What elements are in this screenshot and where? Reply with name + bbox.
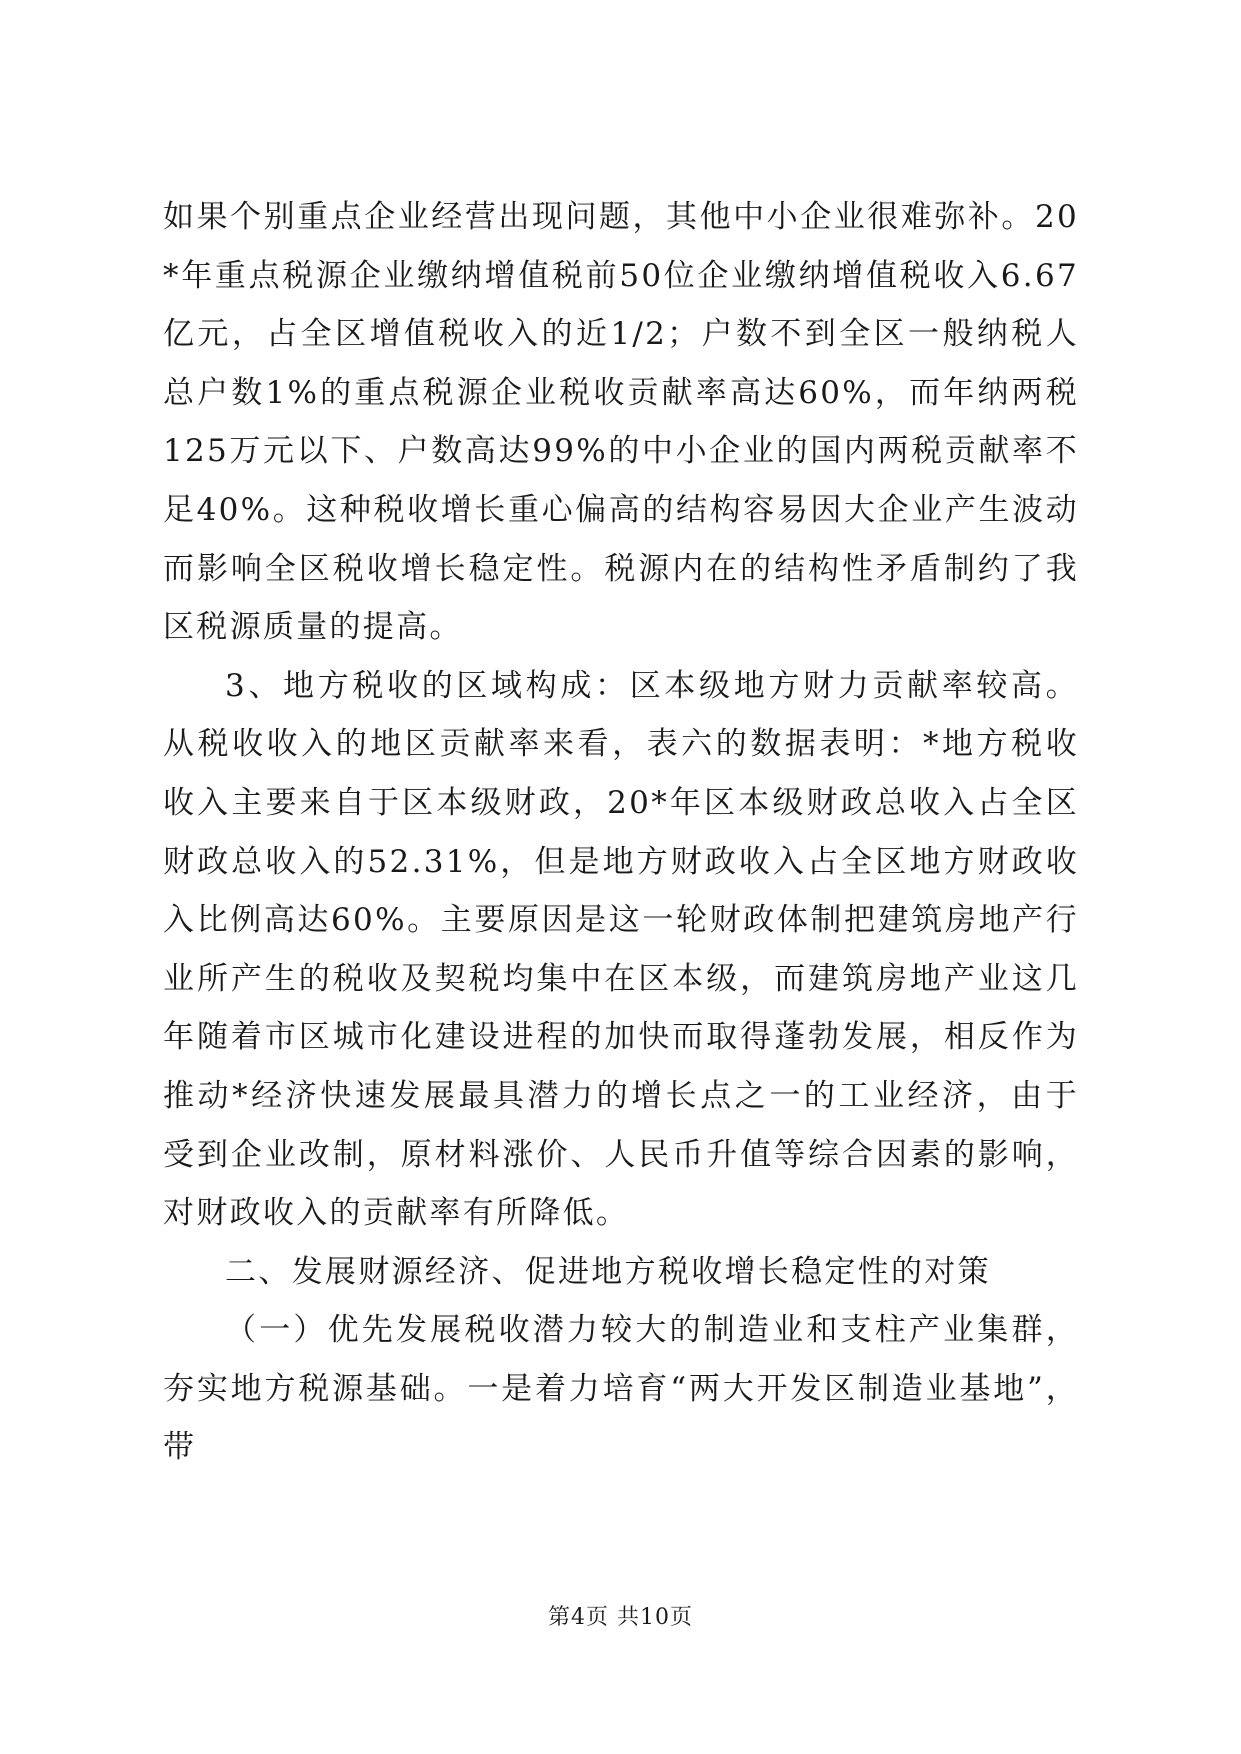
document-body — [163, 188, 1079, 1477]
paragraph-manufacturing-priority: （一）优先发展税收潜力较大的制造业和支柱产业集群，夯实地方税源基础。一是着力培育“两大开发区制造业基地”，带 — [163, 1312, 1079, 1466]
page-number-footer: 第4页 共10页 — [548, 1605, 693, 1630]
paragraph-tax-concentration: 如果个别重点企业经营出现问题，其他中小企业很难弥补。20*年重点税源企业缴纳增值税前50位企业缴纳增值税收入6.67亿元，占全区增值税收入的近1/2；户数不到全区一般纳税人总户数1%的重点税源企业税收贡献率高达60%，而年纳两税125万元以下、户数高达99%的中小企业的国内两税贡献率不足40%。这种税收增长重心偏高的结构容易因大企业产生波动而影响全区税收增长稳定性。税源内在的结构性矛盾制约了我区税源质量的提高。 — [163, 199, 1079, 646]
paragraph-regional-composition: 3、地方税收的区域构成：区本级地方财力贡献率较高。从税收收入的地区贡献率来看，表六的数据表明：*地方税收收入主要来自于区本级财政，20*年区本级财政总收入占全区财政总收入的52.31%，但是地方财政收入占全区地方财政收入比例高达60%。主要原因是这一轮财政体制把建筑房地产行业所产生的税收及契税均集中在区本级，而建筑房地产业这几年随着市区城市化建设进程的加快而取得蓬勃发展，相反作为推动*经济快速发展最具潜力的增长点之一的工业经济，由于受到企业改制，原材料涨价、人民币升值等综合因素的影响，对财政收入的贡献率有所降低。 — [163, 667, 1079, 1232]
section-heading-countermeasures: 二、发展财源经济、促进地方税收增长稳定性的对策 — [225, 1253, 991, 1290]
